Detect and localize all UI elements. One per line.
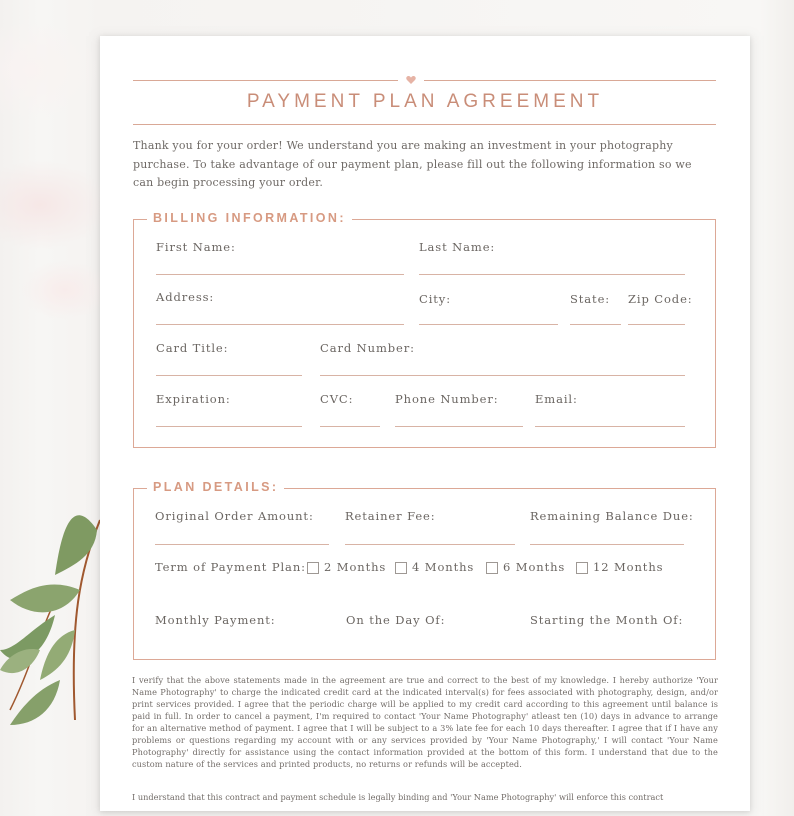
- title-rule: [133, 124, 716, 125]
- page-title: PAYMENT PLAN AGREEMENT: [246, 91, 604, 112]
- original-order-amount-label: Original Order Amount:: [155, 509, 314, 523]
- term-2-months-checkbox[interactable]: [307, 562, 319, 574]
- city-label: City:: [419, 292, 451, 306]
- billing-heading: BILLING INFORMATION:: [147, 211, 352, 225]
- top-rule-left: [133, 80, 398, 81]
- authorization-paragraph: I verify that the above statements made in the agreement are true and correct to the best of my knowledge. I hereby authorize 'Your Name Photography' to charge the indicated credit card at the indicated interval(s) for fees associated with photography, design, and/or print services provided. I agree that the periodic charge will be applied to my credit card according to this agreement until balance is paid in full. In order to cancel a payment, I'm required to contact 'Your Name Photography' atleast ten (10) days in advance to arrange for an alternative method of payment. I agree that I will be subject to a 3% late fee for each 10 days thereafter. I agree that if I have any problems or questions regarding my account with or any services provided by 'Your Name Photography,' I will contact 'Your Name Photography' directly for assistance using the contact information provided at the bottom of this form. I understand that due to the custom nature of the services and printed products, no returns or refunds will be accepted.: [132, 675, 718, 769]
- card-title-label: Card Title:: [156, 341, 229, 355]
- remaining-balance-field[interactable]: [530, 544, 684, 545]
- phone-number-label: Phone Number:: [395, 392, 499, 406]
- card-number-field[interactable]: [320, 375, 685, 376]
- phone-number-field[interactable]: [395, 426, 523, 427]
- address-field[interactable]: [156, 324, 404, 325]
- heart-icon: [406, 75, 416, 85]
- payment-plan-form: [100, 36, 750, 811]
- last-name-label: Last Name:: [419, 240, 496, 254]
- cvc-field[interactable]: [320, 426, 380, 427]
- flower-petal: [0, 160, 110, 250]
- term-4-months-label: 4 Months: [412, 560, 475, 574]
- zip-code-label: Zip Code:: [628, 292, 693, 306]
- email-label: Email:: [535, 392, 578, 406]
- term-12-months-checkbox[interactable]: [576, 562, 588, 574]
- remaining-balance-label: Remaining Balance Due:: [530, 509, 694, 523]
- retainer-fee-label: Retainer Fee:: [345, 509, 436, 523]
- plan-details-heading: PLAN DETAILS:: [147, 480, 284, 494]
- binding-contract-paragraph: I understand that this contract and payment schedule is legally binding and 'Your Name Photography' will enforce this contract: [132, 792, 664, 802]
- last-name-field[interactable]: [419, 274, 685, 275]
- monthly-payment-label: Monthly Payment:: [155, 613, 276, 627]
- term-12-months-label: 12 Months: [593, 560, 664, 574]
- original-order-amount-field[interactable]: [155, 544, 329, 545]
- card-title-field[interactable]: [156, 375, 302, 376]
- term-6-months-label: 6 Months: [503, 560, 566, 574]
- retainer-fee-field[interactable]: [345, 544, 515, 545]
- cvc-label: CVC:: [320, 392, 354, 406]
- expiration-field[interactable]: [156, 426, 302, 427]
- term-label: Term of Payment Plan:: [155, 560, 306, 574]
- first-name-label: First Name:: [156, 240, 236, 254]
- flower-petal: [20, 260, 110, 320]
- intro-text: Thank you for your order! We understand you are making an investment in your photography purchase. To take advantage of our payment plan, please fill out the following information so we can begin processing your order.: [133, 139, 692, 189]
- term-2-months-label: 2 Months: [324, 560, 387, 574]
- term-6-months-checkbox[interactable]: [486, 562, 498, 574]
- term-4-months-checkbox[interactable]: [395, 562, 407, 574]
- flower-petal: [0, 20, 100, 120]
- zip-code-field[interactable]: [628, 324, 685, 325]
- expiration-label: Expiration:: [156, 392, 231, 406]
- state-field[interactable]: [570, 324, 621, 325]
- card-number-label: Card Number:: [320, 341, 415, 355]
- city-field[interactable]: [419, 324, 558, 325]
- first-name-field[interactable]: [156, 274, 404, 275]
- email-field[interactable]: [535, 426, 685, 427]
- eucalyptus-branch-icon: [0, 480, 110, 730]
- on-the-day-of-label: On the Day Of:: [346, 613, 446, 627]
- state-label: State:: [570, 292, 611, 306]
- top-rule-right: [424, 80, 716, 81]
- starting-month-label: Starting the Month Of:: [530, 613, 684, 627]
- address-label: Address:: [156, 290, 215, 304]
